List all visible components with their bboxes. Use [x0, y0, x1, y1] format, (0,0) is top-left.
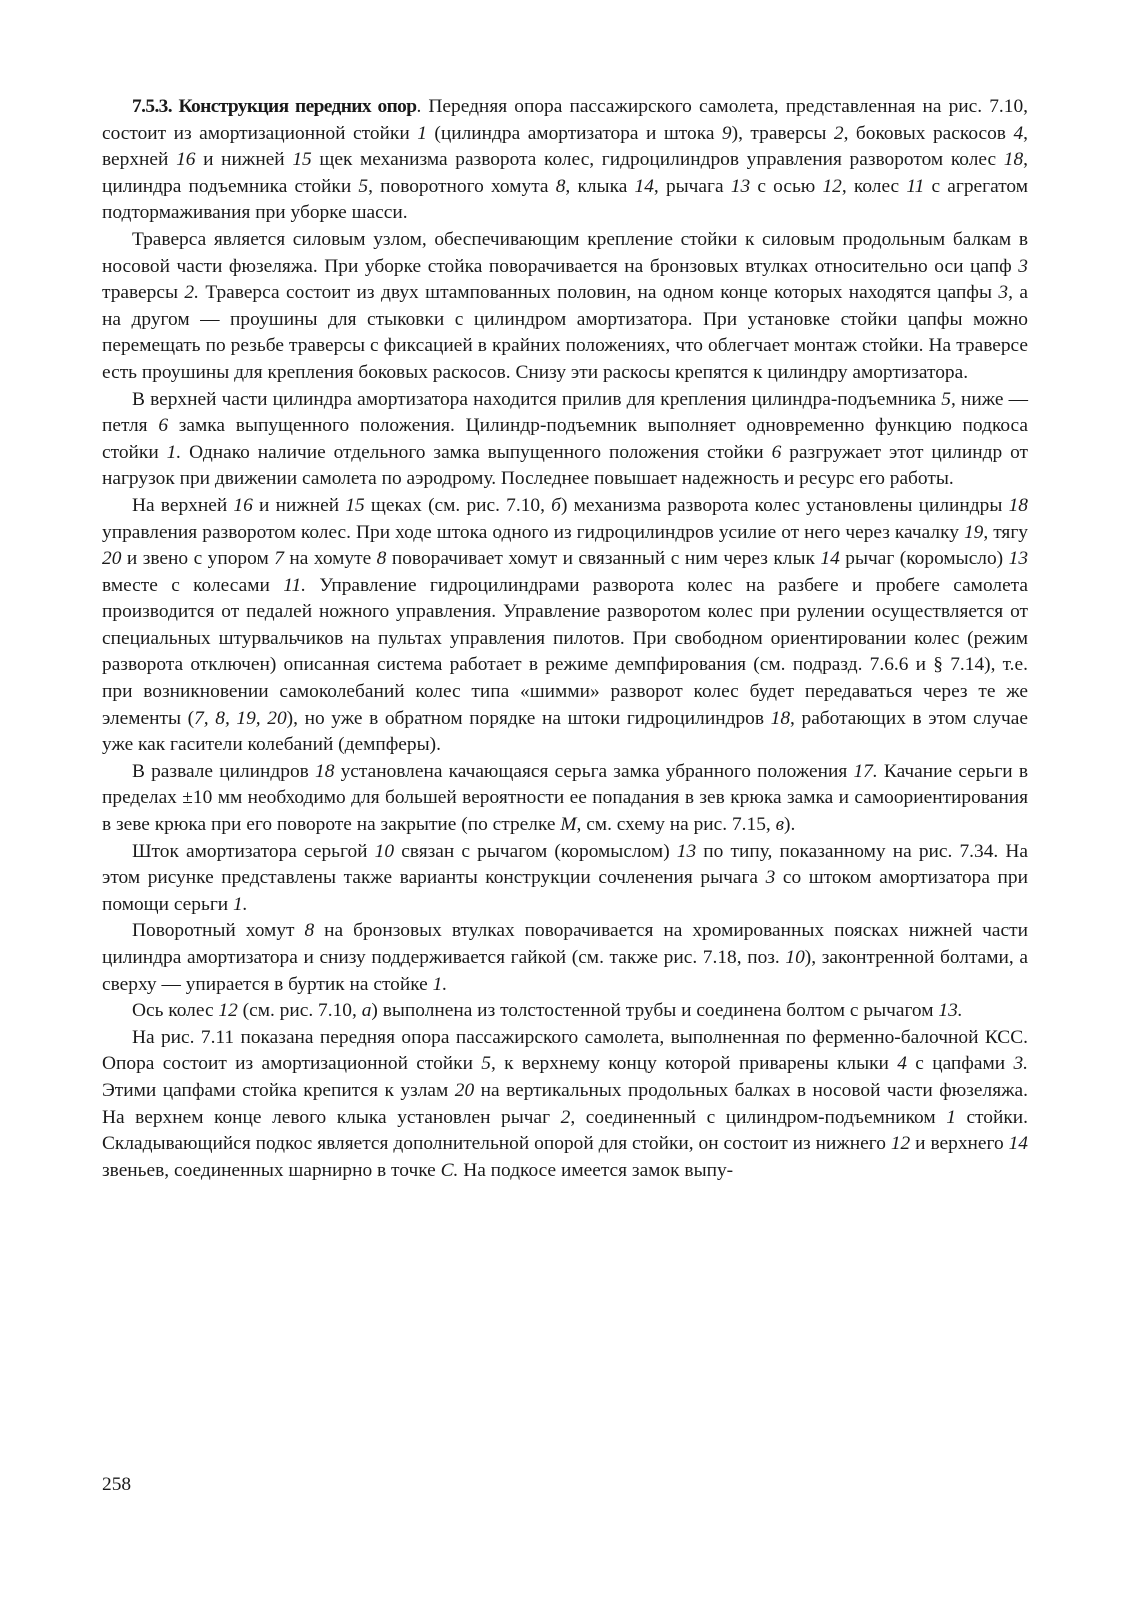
italic-reference: 8 [304, 920, 315, 942]
text-run: , тягу [983, 521, 1029, 543]
text-run: по типу, показанному на рис. 7.34. На этом рисунке представлены также варианты конструкции сочленения рычага [102, 840, 1029, 889]
italic-reference: 20 [454, 1079, 475, 1101]
italic-reference: 16 [176, 149, 196, 171]
text-run: (см. рис. 7.10, [237, 1000, 362, 1022]
text-run: , рычага [653, 175, 731, 197]
text-run: стойки. Складывающийся подкос является дополнительной опорой для стойки, он состоит из нижнего [102, 1106, 1028, 1155]
italic-reference: 4 [897, 1053, 907, 1075]
paragraph [102, 94, 1028, 227]
text-run: разгружает этот цилиндр от нагрузок при движении самолета по аэродрому. Последнее повышает надежность и ресурс его работы. [102, 441, 1028, 490]
italic-reference: 1. [233, 893, 248, 915]
text-run: , соединенный с цилиндром-подъемником [570, 1106, 947, 1128]
paragraph [102, 759, 1028, 839]
italic-reference: 7, 8, 19, 20 [194, 707, 287, 729]
italic-reference: 15 [292, 149, 312, 171]
italic-reference: 2 [833, 122, 844, 144]
text-run: Этими цапфами стойка крепится к узлам [102, 1079, 455, 1101]
italic-reference: 10 [374, 840, 395, 862]
italic-reference: 12 [890, 1133, 911, 1155]
italic-reference: 2 [560, 1106, 571, 1128]
italic-reference: 5 [358, 175, 369, 197]
italic-reference: 1 [946, 1106, 956, 1128]
italic-reference: 18 [1008, 494, 1028, 516]
text-run: , см. схему на рис. 7.15, [576, 814, 776, 836]
paragraph [102, 839, 1028, 919]
text-run: , к верхнему концу которой приварены клыки [491, 1053, 898, 1075]
paragraph [102, 918, 1028, 998]
text-run: и верхнего [910, 1133, 1009, 1155]
text-run: поворачивает хомут и связанный с ним через клык [386, 548, 821, 570]
text-run: звеньев, соединенных шарнирно в точке [102, 1159, 441, 1181]
text-run: , боковых раскосов [843, 122, 1014, 144]
text-run: , цилиндра подъемника стойки [102, 149, 1029, 197]
italic-reference: 5 [481, 1053, 491, 1075]
italic-reference: 3. [1013, 1053, 1028, 1075]
italic-reference: 17. [853, 760, 878, 782]
text-run: Качание серьги в пределах ±10 мм необходимо для большей вероятности ее попадания в зев крюка замка и самоориентирования в зеве крюка при его повороте на закрытие (по стрелке [102, 760, 1028, 836]
italic-reference: 18 [770, 707, 791, 729]
text-run: ), но уже в обратном порядке на штоки гидроцилиндров [286, 707, 771, 729]
text-run: ), законтренной болтами, а сверху — упирается в буртик на стойке [102, 947, 1028, 995]
text-run: Управление гидроцилиндрами разворота колес на разбеге и пробеге самолета производится от педалей ножного управления. Управление разворотом колес при рулении осуществляется от специальных штурвальчиков на пультах управления пилотов. При свободном ориентировании колес (режим разворота отключен) описанная система работает в режиме демпфирования (см. подразд. 7.6.6 и § 7.14), т.е. при возникновении самоколебаний колес типа «шимми» разворот колес будет передаваться через те же элементы ( [102, 574, 1028, 729]
text-run: В верхней части цилиндра амортизатора находится прилив для крепления цилиндра-подъемника [132, 388, 942, 410]
text-run: замка выпущенного положения. Цилиндр-подъемник выполняет одновременно функцию подкоса стойки [102, 415, 1029, 463]
text-run: на хомуте [283, 548, 377, 570]
text-run: (цилиндра амортизатора и штока [426, 122, 722, 144]
italic-reference: 1 [417, 122, 427, 144]
text-run: , поворотного хомута [368, 175, 556, 197]
text-run: , колес [841, 175, 907, 197]
italic-reference: 11. [283, 574, 306, 596]
italic-reference: 8 [555, 175, 566, 197]
text-run: , работающих в этом случае уже как гасители колебаний (демпферы). [102, 707, 1028, 756]
italic-reference: 12 [822, 175, 842, 197]
text-run: щек механизма разворота колес, гидроцилиндров управления разворотом колес [311, 149, 1004, 171]
italic-reference: 3 [998, 282, 1009, 304]
text-run: с цапфами [906, 1053, 1014, 1075]
text-run: , ниже — петля [102, 388, 1028, 437]
text-run: ) механизма разворота колес установлены цилиндры [560, 494, 1009, 516]
italic-reference: 11 [906, 175, 925, 197]
section-heading: 7.5.3. Конструкция передних опор [132, 96, 417, 117]
italic-reference: 6 [771, 441, 782, 463]
text-run: , а на другом — проушины для стыковки с цилиндром амортизатора. При установке стойки цапфы можно перемещать по резьбе траверсы с фиксацией в крайних положениях, что облегчает монтаж стойки. На траверсе есть проушины для крепления боковых раскосов. Снизу эти раскосы крепятся к цилиндру амортизатора. [102, 282, 1028, 383]
italic-reference: 2. [184, 282, 199, 304]
italic-reference: 10 [785, 947, 805, 968]
italic-reference: б [551, 494, 561, 516]
text-run: управления разворотом колес. При ходе штока одного из гидроцилиндров усилие от него через качалку [102, 521, 964, 543]
text-run: рычаг (коромысло) [839, 548, 1009, 570]
italic-reference: 18 [315, 760, 335, 782]
text-run: Траверса является силовым узлом, обеспечивающим крепление стойки к силовым продольным балкам в носовой части фюзеляжа. При уборке стойка поворачивается на бронзовых втулках относительно оси цапф [102, 228, 1028, 277]
text-run: с осью [750, 175, 823, 197]
text-run: Однако наличие отдельного замка выпущенного положения стойки [181, 441, 772, 463]
italic-reference: 5 [941, 388, 951, 410]
text-run: , клыка [565, 175, 635, 197]
text-run: . Передняя опора пассажирского самолета, представленная на рис. 7.10, состоит из амортизационной стойки [102, 96, 1028, 144]
text-run: Траверса состоит из двух штампованных половин, на одном конце которых находятся цапфы [198, 282, 999, 304]
italic-reference: 13. [938, 1000, 963, 1022]
text-run: ). [784, 814, 796, 836]
italic-reference: 8 [376, 548, 387, 570]
italic-reference: 18 [1003, 149, 1024, 171]
text-run: установлена качающаяся серьга замка убранного положения [334, 760, 854, 782]
italic-reference: 14 [820, 548, 840, 570]
italic-reference: 13 [1008, 548, 1029, 570]
paragraph [102, 227, 1028, 387]
page-number: 258 [102, 1474, 132, 1495]
italic-reference: в [775, 814, 785, 836]
italic-reference: 13 [730, 175, 751, 197]
text-run: на бронзовых втулках поворачивается на хромированных поясках нижней части цилиндра амортизатора и снизу поддерживается гайкой (см. также рис. 7.18, поз. [102, 920, 1028, 968]
text-run: На подкосе имеется замок выпу- [458, 1159, 734, 1181]
text-run: щеках (см. рис. 7.10, [364, 494, 552, 516]
italic-reference: 3 [1018, 255, 1028, 277]
text-run: связан с рычагом (коромыслом) [394, 840, 677, 862]
italic-reference: 19 [963, 521, 984, 543]
italic-reference: 1. [432, 973, 448, 995]
italic-reference: 1. [166, 441, 182, 463]
text-run: Ось колес [132, 1000, 219, 1022]
text-run: На рис. 7.11 показана передняя опора пассажирского самолета, выполненная по ферменно-балочной КСС. Опора состоит из амортизационной стойки [102, 1026, 1028, 1075]
italic-reference: 16 [233, 494, 253, 516]
italic-reference: 3 [765, 867, 776, 889]
italic-reference: 15 [345, 494, 365, 516]
text-run: и нижней [252, 494, 346, 516]
italic-reference: 14 [1008, 1133, 1028, 1155]
text-run: Поворотный хомут [132, 920, 305, 942]
italic-reference: 14 [634, 175, 654, 197]
text-run: вместе с колесами [102, 574, 284, 596]
paragraph [102, 493, 1028, 759]
italic-reference: 6 [158, 415, 169, 437]
text-run: , верхней [102, 122, 1028, 171]
text-run: траверсы [102, 282, 185, 304]
paragraph [102, 998, 1028, 1025]
text-run: Шток амортизатора серьгой [132, 840, 375, 862]
text-run: с агрегатом подтормаживания при уборке шасси. [102, 175, 1029, 224]
italic-reference: а [361, 1000, 372, 1022]
paragraph [102, 1025, 1028, 1185]
italic-reference: 12 [218, 1000, 238, 1022]
text-run: и нижней [195, 149, 293, 171]
italic-reference: 9 [721, 122, 732, 144]
text-run: на вертикальных продольных балках в носовой части фюзеляжа. На верхнем конце левого клыка установлен рычаг [102, 1079, 1028, 1128]
italic-reference: С. [440, 1159, 459, 1181]
text-run: ) выполнена из толстостенной трубы и соединена болтом с рычагом [371, 1000, 939, 1022]
paragraph [102, 387, 1028, 493]
text-run: и звено с упором [121, 548, 275, 570]
italic-reference: 7 [274, 548, 284, 570]
italic-reference: 20 [102, 548, 122, 570]
italic-reference: 4 [1013, 122, 1024, 144]
text-run: ), траверсы [731, 122, 834, 144]
italic-reference: 13 [676, 840, 697, 862]
italic-reference: М [560, 814, 577, 836]
body-text [102, 94, 1028, 1184]
text-run: На верхней [132, 494, 234, 516]
text-run: В развале цилиндров [132, 760, 315, 782]
text-run: со штоком амортизатора при помощи серьги [102, 867, 1028, 915]
